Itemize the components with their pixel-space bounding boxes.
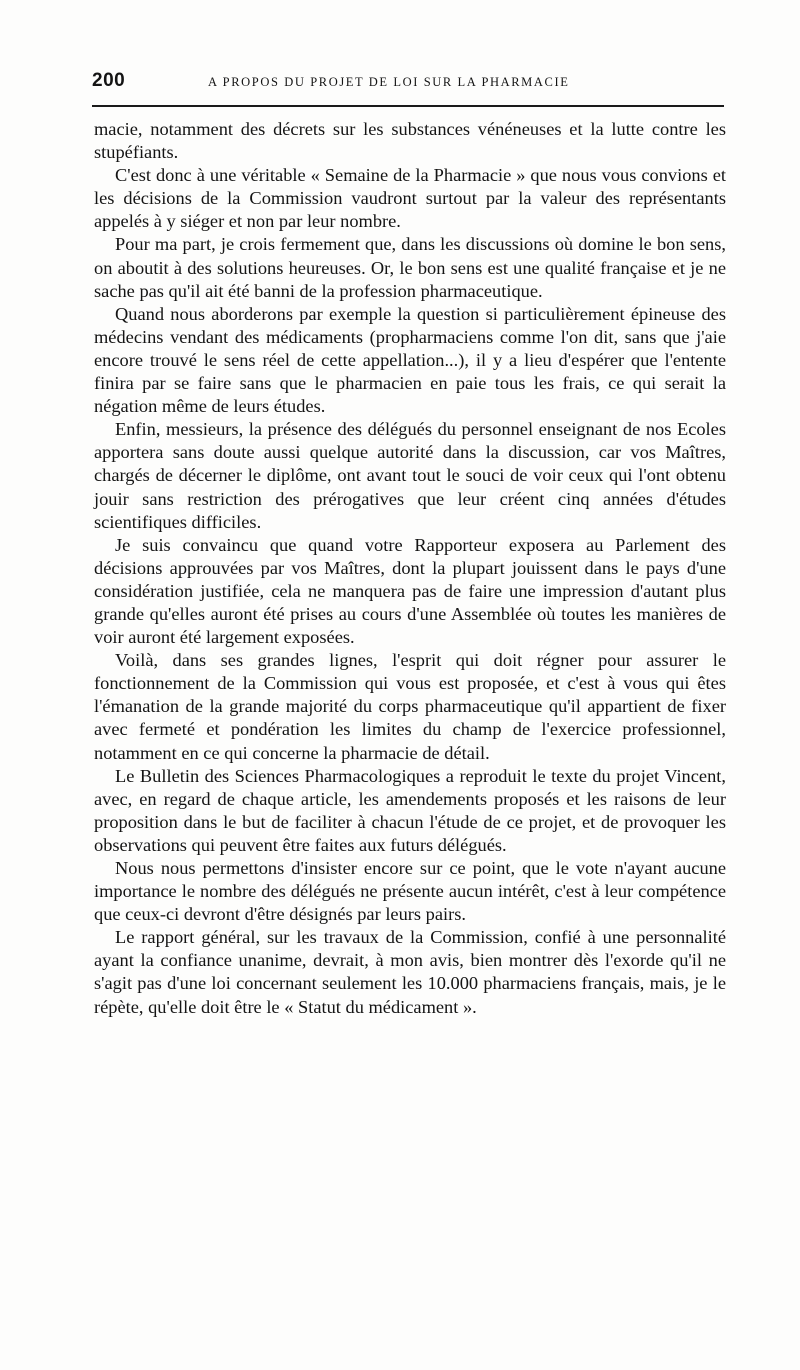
page-number: 200 (92, 70, 126, 91)
paragraph-10: Le rapport général, sur les travaux de la Commission, confié à une personnalité ayant la confiance unanime, devrait, à mon avis, bien montrer dès l'exorde qu'il ne s'agit pas d'une loi concernant seulement les 10.000 pharmaciens français, mais, je le répète, qu'elle doit être le « Statut du médicament ». (94, 927, 726, 1017)
paragraph-6: Je suis convaincu que quand votre Rapporteur exposera au Parlement des décisions approuvées par vos Maîtres, dont la plupart jouissent dans le pays d'une considération justifiée, cela ne manquera pas de faire une impression d'autant plus grande qu'elles auront été prises au cours d'une Assemblée où toutes les manières de voir auront été largement exposées. (94, 534, 726, 648)
paragraph-5: Enfin, messieurs, la présence des délégués du personnel enseignant de nos Ecoles apportera sans doute aussi quelque autorité dans la discussion, car vos Maîtres, chargés de décerner le diplôme, ont avant tout le souci de voir ceux qui l'ont obtenu jouir sans restriction des prérogatives que leur créent cinq années d'études scientifiques difficiles. (94, 419, 726, 532)
header-rule (92, 105, 724, 107)
paragraph-2: C'est donc à une véritable « Semaine de la Pharmacie » que nous vous convions et les décisions de la Commission vaudront surtout par la valeur des représentants appelés à y siéger et non par leur nombre. (94, 165, 726, 232)
paragraph-3: Pour ma part, je crois fermement que, dans les discussions où domine le bon sens, on aboutit à des solutions heureuses. Or, le bon sens est une qualité française et je ne sache pas qu'il ait été banni de la profession pharmaceutique. (94, 234, 726, 301)
paragraph-4: Quand nous aborderons par exemple la question si particulièrement épineuse des médecins vendant des médicaments (propharmaciens comme l'on dit, sans que j'aie encore trouvé le sens réel de cette appellation...), il y a lieu d'espérer que l'entente finira par se faire sans que le pharmacien en paie tous les frais, ce qui serait la négation même de leurs études. (94, 303, 726, 417)
running-title: A PROPOS DU PROJET DE LOI SUR LA PHARMACIE (208, 75, 570, 89)
page-body (94, 118, 726, 1019)
paragraph-1: macie, notamment des décrets sur les substances vénéneuses et la lutte contre les stupéfiants. (94, 119, 726, 163)
paragraph-9: Nous nous permettons d'insister encore sur ce point, que le vote n'ayant aucune importance le nombre des délégués ne présente aucun intérêt, c'est à leur compétence que ceux-ci devront d'être désignés par leurs pairs. (94, 858, 726, 925)
page-header (92, 70, 724, 98)
paragraph-8: Le Bulletin des Sciences Pharmacologiques a reproduit le texte du projet Vincent, avec, en regard de chaque article, les amendements proposés et les raisons de leur proposition dans le but de faciliter à chacun l'étude de ce projet, et de provoquer les observations qui peuvent être faites aux futurs délégués. (94, 765, 726, 855)
paragraph-7: Voilà, dans ses grandes lignes, l'esprit qui doit régner pour assurer le fonctionnement de la Commission qui vous est proposée, et c'est à vous qui êtes l'émanation de la grande majorité du corps pharmaceutique qu'il appartient de fixer avec fermeté et pondération les limites du champ de l'exercice professionnel, notamment en ce qui concerne la pharmacie de détail. (94, 650, 726, 763)
